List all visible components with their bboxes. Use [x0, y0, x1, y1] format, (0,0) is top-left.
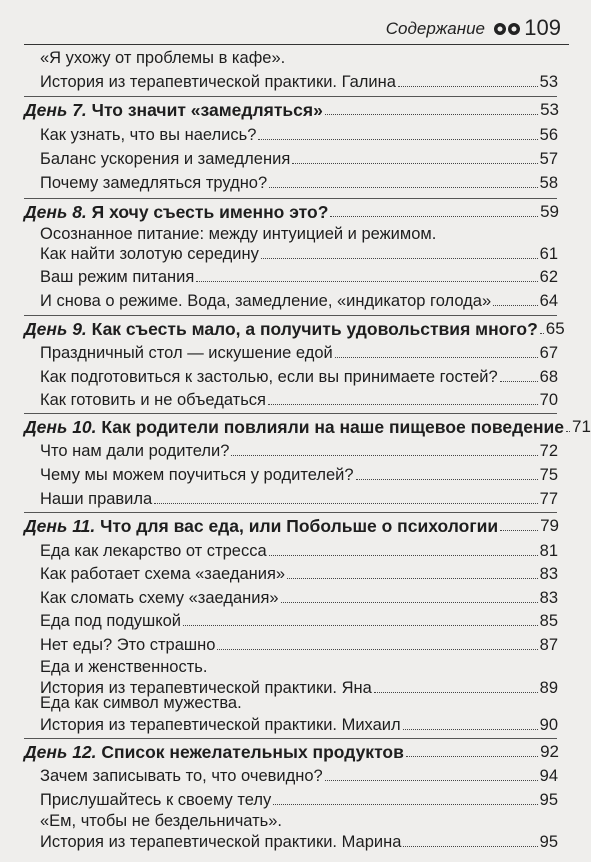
toc-entry-page: 79 [540, 516, 559, 535]
toc-entry-title: Почему замедляться трудно? [40, 174, 268, 192]
toc-entry-page: 56 [539, 126, 558, 144]
section-divider [24, 96, 557, 97]
toc-entry-page: 71 [572, 417, 591, 436]
toc-entry [40, 563, 558, 585]
toc-day-heading [24, 416, 591, 438]
dot-leader [335, 357, 538, 358]
toc-entry-page: 83 [539, 589, 558, 607]
toc-entry [40, 540, 558, 562]
day-title: Что значит «замедляться» [91, 100, 323, 120]
day-label: День 7. [24, 100, 87, 120]
toc-entry-page: 90 [539, 716, 558, 734]
toc-entry-page: 62 [539, 268, 558, 286]
toc-entry-title: Наши правила [40, 490, 153, 508]
dot-leader [325, 114, 538, 115]
toc-entry-line [40, 810, 282, 832]
publisher-logo-icon [493, 22, 523, 36]
toc-entry-page: 67 [539, 344, 558, 362]
section-divider [24, 198, 557, 199]
toc-entry-page: 59 [540, 202, 559, 221]
toc-day-heading [24, 201, 559, 223]
toc-entry-title: Как найти золотую середину [40, 245, 259, 263]
toc-entry [40, 266, 558, 288]
toc-entry-title [24, 515, 498, 537]
toc-entry-page: 89 [539, 679, 558, 697]
header-title: Содержание [385, 19, 485, 38]
toc-entry [40, 389, 558, 411]
toc-entry-title: Чему мы можем поучиться у родителей? [40, 466, 354, 484]
dot-leader [231, 455, 537, 456]
entry-text: Как родители повлияли на наше пищевое поведение [101, 417, 565, 437]
toc-entry-page: 68 [539, 368, 558, 386]
page-number: 109 [524, 15, 561, 40]
toc-entry [40, 71, 558, 93]
toc-entry-page: 85 [539, 612, 558, 630]
section-divider [24, 315, 557, 316]
toc-entry-page: 65 [545, 319, 565, 338]
toc-entry-page: 95 [539, 791, 558, 809]
toc-entry [40, 765, 558, 787]
toc-entry-title [24, 416, 564, 438]
toc-entry [40, 366, 558, 388]
toc-entry-title: Нет еды? Это страшно [40, 636, 216, 654]
section-divider [24, 512, 557, 513]
toc-entry [40, 789, 558, 811]
dot-leader [196, 281, 537, 282]
toc-entry [40, 587, 558, 609]
dot-leader [269, 555, 538, 556]
toc-entry-page: 53 [539, 73, 558, 91]
toc-entry-page: 83 [539, 565, 558, 583]
dot-leader [500, 381, 538, 382]
day-label: День 12. [24, 742, 97, 762]
toc-entry [40, 831, 558, 853]
entry-text: «Ем, чтобы не бездельничать». [40, 812, 283, 830]
dot-leader [500, 530, 538, 531]
toc-entry [40, 440, 558, 462]
section-divider [24, 413, 557, 414]
toc-entry-page: 81 [539, 542, 558, 560]
toc-entry [40, 172, 558, 194]
dot-leader [540, 333, 544, 334]
toc-entry-title: И снова о режиме. Вода, замедление, «индикатор голода» [40, 292, 492, 310]
dot-leader [406, 756, 538, 757]
toc-entry-title: Зачем записывать то, что очевидно? [40, 767, 323, 785]
toc-entry-page: 95 [539, 833, 558, 851]
running-header [0, 14, 569, 44]
toc-entry-title: Праздничный стол — искушение едой [40, 344, 333, 362]
day-label: День 11. [24, 516, 96, 536]
toc-day-heading [24, 515, 559, 537]
toc-entry-title: Как работает схема «заедания» [40, 565, 286, 583]
toc-entry-page: 57 [539, 150, 558, 168]
toc-entry-page: 53 [540, 100, 559, 119]
toc-entry-page: 64 [539, 292, 558, 310]
toc-entry-title [24, 201, 328, 223]
dot-leader [261, 258, 538, 259]
toc-entry-line [40, 692, 242, 714]
dot-leader [273, 804, 537, 805]
entry-text: «Я ухожу от проблемы в кафе». [40, 49, 286, 67]
toc-entry [40, 464, 558, 486]
toc-entry-title: История из терапевтической практики. Галина [40, 73, 396, 91]
entry-text: Еда как символ мужества. [40, 694, 242, 712]
dot-leader [566, 431, 570, 432]
dot-leader [398, 86, 538, 87]
toc-entry [40, 124, 558, 146]
toc-entry-page: 58 [539, 174, 558, 192]
entry-text: Еда и женственность. [40, 658, 208, 676]
toc-entry-title: Что нам дали родители? [40, 442, 230, 460]
entry-text: Осознанное питание: между интуицией и режимом. [40, 225, 437, 243]
dot-leader [493, 305, 538, 306]
day-label: День 9. [24, 319, 87, 339]
section-divider [24, 738, 557, 739]
toc-entry [40, 342, 558, 364]
toc-day-heading [24, 318, 565, 340]
toc-entry-page: 92 [540, 742, 559, 761]
toc-entry [40, 243, 558, 265]
toc-entry-page: 72 [539, 442, 558, 460]
toc-entry [40, 634, 558, 656]
toc-entry [40, 714, 558, 736]
entry-text: Что для вас еда, или Побольше о психологии [100, 516, 499, 536]
toc-entry-page: 87 [539, 636, 558, 654]
dot-leader [269, 187, 537, 188]
toc-entry-title: Еда под подушкой [40, 612, 182, 630]
day-label: День 10. [24, 417, 97, 437]
toc-entry-line [40, 223, 436, 245]
header-divider [24, 44, 569, 45]
toc-day-heading [24, 99, 559, 121]
toc-entry-page: 61 [539, 245, 558, 263]
dot-leader [356, 479, 538, 480]
toc-entry-title [24, 99, 323, 121]
toc-entry-title: Еда как лекарство от стресса [40, 542, 267, 560]
dot-leader [292, 163, 537, 164]
dot-leader [154, 503, 537, 504]
toc-entry-title: Как узнать, что вы наелись? [40, 126, 257, 144]
day-label: День 8. [24, 202, 87, 222]
toc-entry-title: Как готовить и не объедаться [40, 391, 266, 409]
dot-leader [325, 780, 538, 781]
toc-entry-title: История из терапевтической практики. Марина [40, 833, 402, 851]
dot-leader [403, 729, 538, 730]
entry-text: Я хочу съесть именно это? [91, 202, 329, 222]
toc-entry-title: История из терапевтической практики. Михаил [40, 716, 401, 734]
toc-entry-title: Как подготовиться к застолью, если вы принимаете гостей? [40, 368, 498, 386]
dot-leader [403, 846, 537, 847]
toc-entry [40, 610, 558, 632]
toc-entry [40, 148, 558, 170]
toc-entry-line [40, 47, 285, 69]
dot-leader [183, 625, 538, 626]
toc-entry-page: 75 [539, 466, 558, 484]
entry-text: Список нежелательных продуктов [101, 742, 404, 762]
dot-leader [258, 139, 537, 140]
toc-entry-line [40, 656, 207, 678]
dot-leader [287, 578, 538, 579]
toc-entry-page: 94 [539, 767, 558, 785]
toc-entry-title: Прислушайтесь к своему телу [40, 791, 272, 809]
toc-entry [40, 488, 558, 510]
toc-entry [40, 290, 558, 312]
entry-text: Как съесть мало, а получить удовольствия много? [91, 319, 538, 339]
dot-leader [268, 404, 538, 405]
dot-leader [330, 216, 538, 217]
toc-entry-title: История из терапевтической практики. Яна [40, 679, 372, 697]
dot-leader [374, 692, 538, 693]
toc-entry-title: Баланс ускорения и замедления [40, 150, 291, 168]
toc-day-heading [24, 741, 559, 763]
toc-entry-title [24, 318, 538, 340]
toc-entry-page: 70 [539, 391, 558, 409]
dot-leader [281, 602, 538, 603]
toc-entry-title [24, 741, 404, 763]
dot-leader [217, 649, 537, 650]
toc-entry-title: Ваш режим питания [40, 268, 195, 286]
toc-entry-page: 77 [539, 490, 558, 508]
toc-entry-title: Как сломать схему «заедания» [40, 589, 279, 607]
